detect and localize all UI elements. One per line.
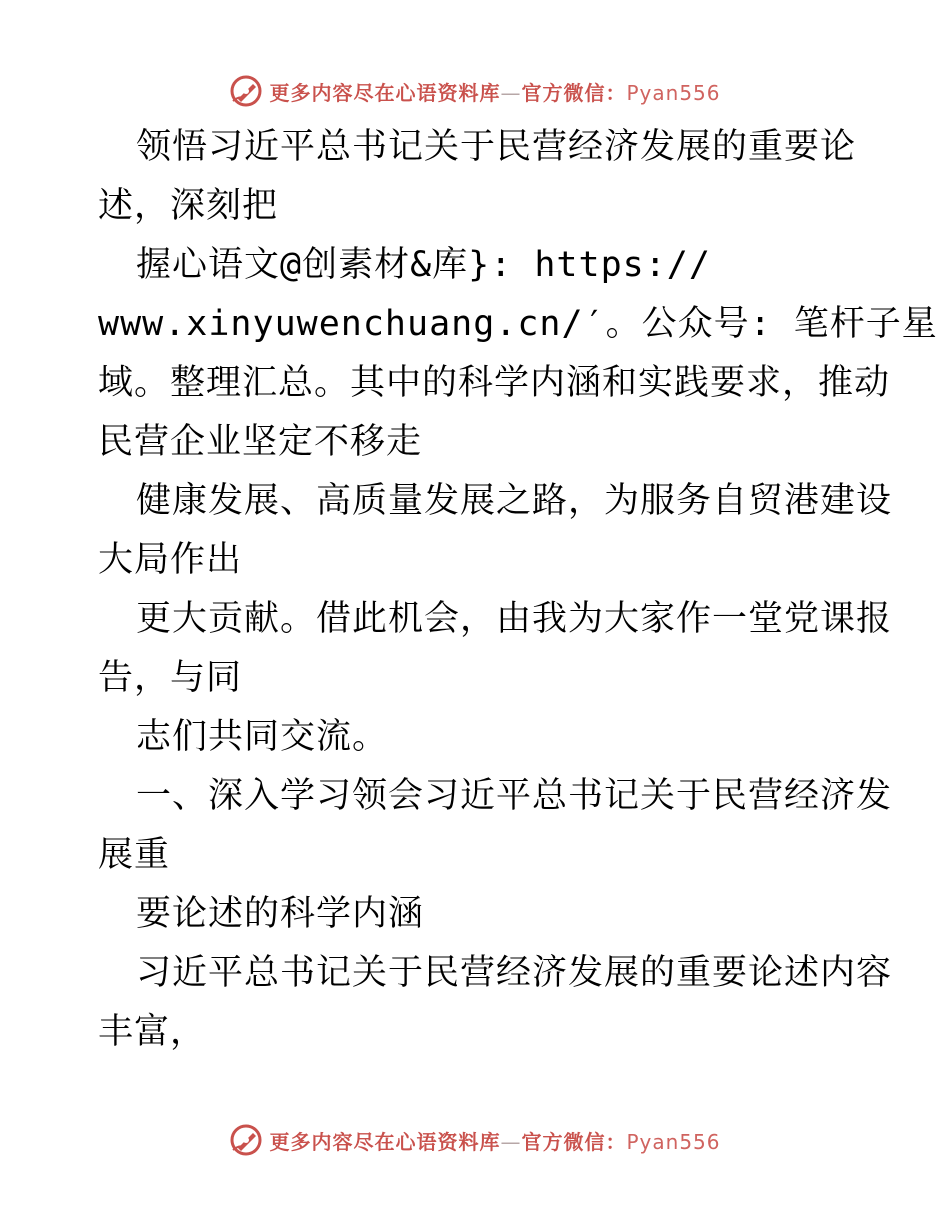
quill-logo-icon [229, 1123, 263, 1157]
text-line: 握心语文@创素材&库}: https:// [136, 245, 711, 285]
banner-id: Pyan556 [626, 1129, 721, 1154]
text-line: 健康发展、高质量发展之路，为服务自贸港建设 [136, 481, 893, 521]
section-heading-line: 要论述的科学内涵 [136, 894, 425, 934]
text-line: 更大贡献。借此机会，由我为大家作一堂党课报 [136, 599, 893, 639]
quill-logo-icon [229, 74, 263, 108]
banner-tail: 官方微信： [521, 80, 627, 105]
text-line: 民营企业坚定不移走 [98, 422, 423, 462]
footer-banner [0, 1120, 950, 1160]
banner-lead: 更多内容尽在心语资料库 [269, 1129, 501, 1154]
text-line: 告，与同 [98, 658, 243, 698]
banner-tail: 官方微信： [521, 1129, 627, 1154]
document-body [98, 118, 938, 1062]
section-heading-line: 展重 [98, 835, 171, 875]
text-line: www.xinyuwenchuang.cn/′。公众号: 笔杆子星 [98, 304, 938, 344]
text-line: 述，深刻把 [98, 186, 279, 226]
text-line: 志们共同交流。 [136, 717, 389, 757]
text-line: 习近平总书记关于民营经济发展的重要论述内容 [136, 953, 893, 993]
text-line: 大局作出 [98, 540, 243, 580]
text-line: 丰富， [98, 1012, 207, 1052]
banner-text [269, 1126, 720, 1155]
section-heading-line: 一、深入学习领会习近平总书记关于民营经济发 [136, 776, 893, 816]
header-banner [0, 71, 950, 111]
banner-dash: — [500, 1129, 522, 1154]
banner-lead: 更多内容尽在心语资料库 [269, 80, 501, 105]
text-line: 领悟习近平总书记关于民营经济发展的重要论 [136, 127, 857, 167]
banner-dash: — [500, 80, 522, 105]
text-line: 域。整理汇总。其中的科学内涵和实践要求，推动 [98, 363, 891, 403]
banner-text [269, 77, 720, 106]
banner-id: Pyan556 [626, 80, 721, 105]
